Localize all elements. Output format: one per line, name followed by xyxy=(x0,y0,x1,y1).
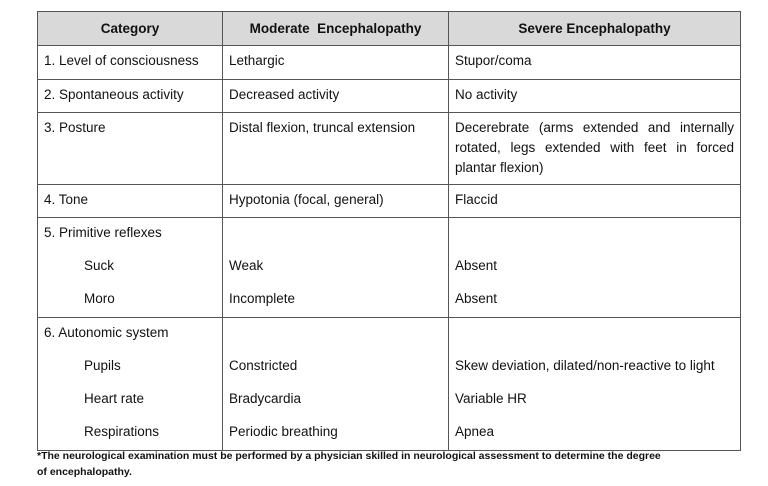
moderate-cell xyxy=(223,218,449,318)
heart-rate-moderate: Bradycardia xyxy=(229,391,302,406)
severe-cell: Stupor/coma xyxy=(449,46,741,80)
heart-rate-severe: Variable HR xyxy=(455,391,527,406)
severe-cell xyxy=(449,218,741,318)
severe-cell xyxy=(449,318,741,451)
autonomic-system-label: 6. Autonomic system xyxy=(44,325,169,340)
suck-moderate: Weak xyxy=(229,258,264,273)
respirations-moderate: Periodic breathing xyxy=(229,424,338,439)
suck-label: Suck xyxy=(84,258,115,273)
category-cell: 1. Level of consciousness xyxy=(38,46,223,80)
heart-rate-label: Heart rate xyxy=(84,391,145,406)
severe-cell: Decerebrate (arms extended and internally rotated, legs extended with feet in forced plantar flexion) xyxy=(449,113,741,185)
pupils-label: Pupils xyxy=(84,358,121,373)
suck-severe: Absent xyxy=(455,258,498,273)
table-row xyxy=(38,80,741,113)
header-severe: Severe Encephalopathy xyxy=(449,12,741,46)
header-row xyxy=(38,12,741,46)
header-category: Category xyxy=(38,12,223,46)
pupils-moderate: Constricted xyxy=(229,358,298,373)
moro-label: Moro xyxy=(84,291,115,306)
moderate-cell: Lethargic xyxy=(223,46,449,80)
category-cell: 2. Spontaneous activity xyxy=(38,80,223,113)
category-cell xyxy=(38,218,223,318)
moderate-cell: Hypotonia (focal, general) xyxy=(223,185,449,218)
moderate-cell: Decreased activity xyxy=(223,80,449,113)
primitive-reflexes-label: 5. Primitive reflexes xyxy=(44,225,162,240)
category-cell: 3. Posture xyxy=(38,113,223,185)
pupils-severe: Skew deviation, dilated/non-reactive to light xyxy=(455,358,715,373)
table-row xyxy=(38,185,741,218)
table-row-primitive-reflexes xyxy=(38,218,741,318)
respirations-severe: Apnea xyxy=(455,424,495,439)
category-cell xyxy=(38,318,223,451)
footnote xyxy=(37,448,737,480)
severe-cell: No activity xyxy=(449,80,741,113)
moderate-cell xyxy=(223,318,449,451)
header-moderate: Moderate Encephalopathy xyxy=(223,12,449,46)
moro-severe: Absent xyxy=(455,291,498,306)
table-row-autonomic-system xyxy=(38,318,741,451)
moderate-cell: Distal flexion, truncal extension xyxy=(223,113,449,185)
table-row xyxy=(38,46,741,80)
footnote-line-1: *The neurological examination must be performed by a physician skilled in neurological assessment to determine the degree xyxy=(37,450,661,462)
moro-moderate: Incomplete xyxy=(229,291,296,306)
footnote-line-2: of encephalopathy. xyxy=(37,466,132,478)
severe-cell: Flaccid xyxy=(449,185,741,218)
respirations-label: Respirations xyxy=(84,424,160,439)
table-row xyxy=(38,113,741,185)
encephalopathy-table xyxy=(37,11,741,451)
category-cell: 4. Tone xyxy=(38,185,223,218)
